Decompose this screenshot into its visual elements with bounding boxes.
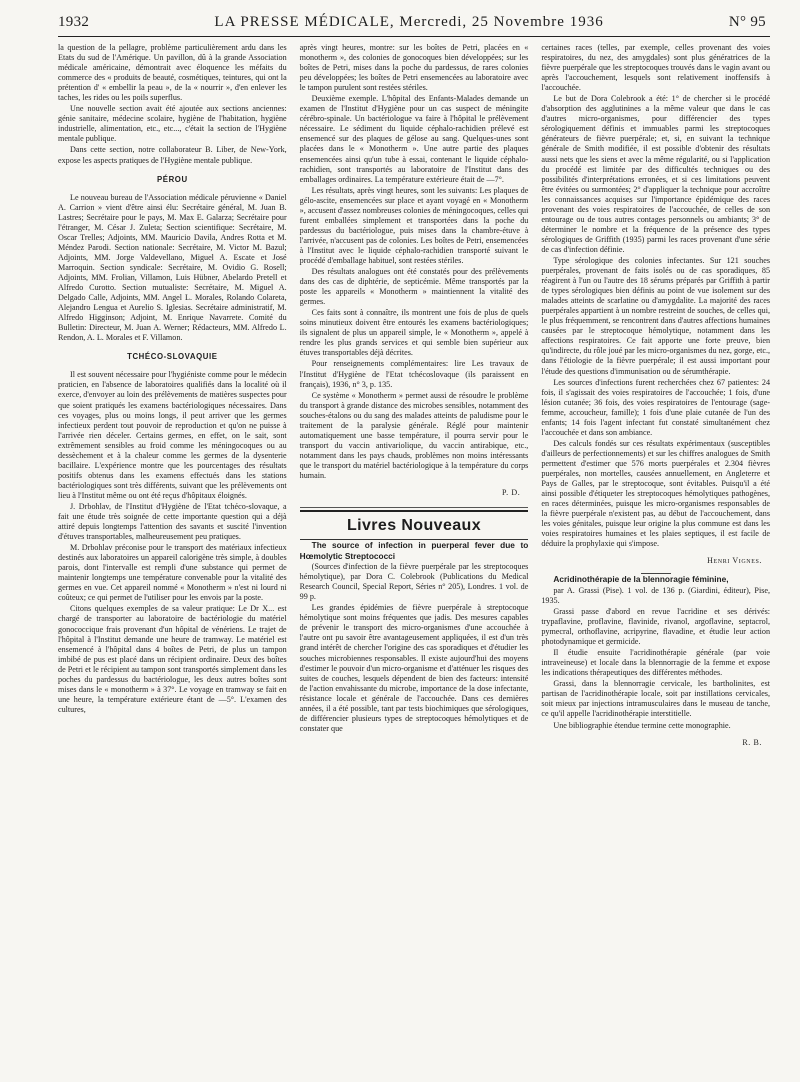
paragraph: Dans cette section, notre collaborateur B. Liber, de New-York, expose les aspects pratiques de l'Hygiène mentale publique. bbox=[58, 145, 287, 165]
section-heading-livres: Livres Nouveaux bbox=[300, 510, 529, 540]
issue-number: N° 95 bbox=[728, 14, 766, 30]
paragraph: Grassi, dans la blennorragie cervicale, les bartholinites, est partisan de l'acridinothérapie locale, soit par instillations cervicales, soit mieux par injections intramusculaires dans le museau de tanche, ce qu'il appelle l'acridinothérapie interstitielle. bbox=[541, 679, 771, 719]
column-1 bbox=[58, 43, 287, 748]
paragraph: Type sérologique des colonies infectantes. Sur 121 souches puerpérales, provenant de faits isolés ou de cas sporadiques, 85 réagirent à l'un ou l'autre des 18 sérums préparés par Griffith à partir de types sérologiques bien définis au point de vue isolement sur des malades atteints de scarlatine ou d'amygdalite. La majorité des races puerpérales appartient à un nombre restreint de souches, de celles qui, le plus fréquemment, se rencontrent dans d'autres affections humaines causées par le streptocoque hémolytique, notamment dans les affections respiratoires. Ce fait apporte une forte preuve, bien qu'indirecte, du rôle joué par les micro-organismes du nez, gorge, etc., dans l'étiologie de la fièvre puerpérale; il est aussi important pour l'étude des questions d'immunisation ou de sérumthérapie. bbox=[541, 255, 771, 376]
paragraph: Une nouvelle section avait été ajoutée aux sections anciennes: génie sanitaire, médecine scolaire, hygiène de l'habitation, hygiène industrielle, alimentation, etc., etc..., c'était la section de l'Hygiène mentale publique. bbox=[58, 104, 287, 144]
paragraph: Le nouveau bureau de l'Association médicale péruvienne « Daniel A. Carrion » vient d'être ainsi élu: Secrétaire général, M. Juan B. Lastres; Secrétaire pour le pays, M. Max E. Galarza; Secrétaire pour l'étranger, M. César J. Zuleta; Section scientifique: Secrétaire, M. Oscar Trelles; Adjoints, MM. Mauricio Davila, Andres Rotta et M. Méndez Parodi. Section nationale: Secrétaire, M. Victor M. Bazul; Adjoints, MM. Jorge Valdevellano, Miguel A. Escate et José Marroquin. Section syndicale: Secrétaire, M. Ovidio G. Rosell; Adjoints, MM. Frolian, Villamon, Luis Hübner, Abelardo Pretell et Alfredo Curotto. Section mutualiste: Secrétaire, M. Miguel A. Delgado Calle, Adjoints, MM. Angel L. Morales, Rolando Colareta, Alejandro Lengua et Aurelio S. Iglesias. Secrétaire administratif, M. Alfredo Higginson; Adjoint, M. Enrique Navarrete. Comité du Bulletin: Directeur, M. Juan A. Werner; Rédacteurs, MM. Alfredo L. Rendon, A. L. Morales et F. Villamon. bbox=[58, 192, 287, 343]
review-reference: par A. Grassi (Pise). 1 vol. de 136 p. (Giardini, éditeur), Pise, 1935. bbox=[541, 585, 771, 605]
section-title-perou: PÉROU bbox=[156, 174, 188, 184]
page-header bbox=[58, 12, 770, 31]
header-rule bbox=[58, 36, 770, 37]
paragraph: M. Drbohlav préconise pour le transport des matériaux infectieux destinés aux laboratoires un appareil calorigène très simple, à doubles parois, dont l'intervalle est rempli d'une substance qui permet de maintenir longtemps une température convenable pour la vitalité des germes en vue. Cet appareil nommé « Monotherm » n'est ni lourd ni coûteux; ce qui permet de l'utiliser pour les envois par la poste. bbox=[58, 543, 287, 603]
paragraph: Le but de Dora Colebrook a été: 1° de chercher si le procédé d'absorption des agglutinines a la même valeur que dans le cas d'autres micro-organismes, pour différencier des types sérologiquement définis et immuables parmi les streptocoques générateurs de fièvre puerpérale; et, si, en suivant la technique générale de Smith modifiée, il est possible d'obtenir des résultats aussi nets que les siens et avec la même régularité, ou si l'application du procédé est limitée par des difficultés techniques ou des possibilités d'interprétations erronées, et si ces limitations peuvent être évitées ou surmontées; 2° d'appliquer la technique pour accroître les connaissances acquises sur l'importance épidémique des races provenant des voies respiratoires de l'accouchée, de celles de son entourage ou de tous autres contages personnels ou ambiants; 3° de déterminer le nombre et la fréquence de la présence des types sérologiques de Griffith (1935) parmi les races provenant d'une série de cas d'infection définie. bbox=[541, 94, 771, 254]
paragraph: Des résultats analogues ont été constatés pour des prélèvements dans des cas de diphtérie, de septicémie. Même transportés par la poste les appareils « Monotherm » maintiennent la vitalité des germes. bbox=[299, 267, 529, 307]
paragraph: Ces faits sont à connaître, ils montrent une fois de plus de quels soins minutieux doivent être entourés les examens bactériologiques; ils signalent de plus un appareil simple, le « Monotherm », appelé à rendre les plus grands services et qui semble bien supérieur aux étuves transportables déjà décrites. bbox=[299, 308, 529, 358]
paragraph: Grassi passe d'abord en revue l'acridine et ses dérivés: trypaflavine, proflavine, flavinide, rivanol, argoflavine, septacrol, pymecral, orthoflavine, acripyrine, flavadine, et étudie leur action photodynamique et germicide. bbox=[541, 606, 771, 647]
paragraph: Il étudie ensuite l'acridinothérapie générale (par voie intraveineuse) et locale dans la blennorragie de la femme et expose les indications thérapeutiques des différentes méthodes. bbox=[541, 648, 771, 678]
column-2 bbox=[300, 43, 529, 748]
paragraph: après vingt heures, montre: sur les boîtes de Petri, placées en « monotherm », des colonies de gonocoques bien développées; sur les boîtes de Petri, mises dans la poche du pardessus, de rares colonies peu développées; les boîtes de Petri ensemencées au laboratoire avec le tampon purulent sont restées stériles. bbox=[299, 43, 529, 93]
signature: R. B. bbox=[742, 737, 763, 747]
review-title: The source of infection in puerperal fever due to Hœmolytic Streptococci bbox=[299, 540, 529, 561]
paragraph: Une bibliographie étendue termine cette monographie. bbox=[553, 720, 731, 730]
paragraph: Les sources d'infections furent recherchées chez 67 patientes: 24 fois, il s'agissait des voies respiratoires de l'accouchée; 1 fois, d'une lésion cutanée; 36 fois, des voies respiratoires de l'entourage (sage-femme, accoucheur, famille); 1 fois d'une plaie cutanée de l'un des enfants; 14 fois l'agent infectant fut constaté simultanément chez l'accouchée et dans son ambiance. bbox=[541, 377, 771, 437]
paragraph: Des calculs fondés sur ces résultats expérimentaux (susceptibles d'ailleurs de perfectionnements) et sur les chiffres analogues de Smith permettent d'estimer que 576 morts puerpérales et 2.304 fièvres puerpérales, non mortelles, causées annuellement, en Angleterre et Pays de Galles, par le streptocoque, sont évitables. Puisqu'il a été ainsi possible d'étiqueter les streptocoques hémolytiques pathogènes, en races déterminées, puisque les micro-organismes responsables de la fièvre puerpérale n'existent pas, au début de l'accouchement, dans les voies génitales, puisque leur origine la plus commune est dans les voies respiratoires humaines et les plaies septiques, il est facile de déduire la prophylaxie qui s'impose. bbox=[541, 438, 771, 549]
paragraph: Ce système « Monotherm » permet aussi de résoudre le problème du transport à grande distance des microbes sensibles, notamment des souches-étalons ou du sang des malades atteints de paludisme pour le traitement de la paralysie générale. Réglé pour maintenir automatiquement une basse température, il pourra servir pour le transport du vaccin antivariolique, du vaccin antirabique, etc., notamment dans les pays chauds, problèmes non moins intéressants que le transport du matériel bactériologique à la température du corps humain. bbox=[299, 390, 529, 480]
paragraph: Les grandes épidémies de fièvre puerpérale à streptocoque hémolytique sont moins fréquentes que jadis. Des mesures capables de prévenir le transport des micro-organismes d'une accouchée à l'autre ont pu savoir être avantageusement appliquées, il est d'un très grand intérêt de chercher l'origine des cas sporadiques et d'étudier les souches microbiennes responsables. Il existe aujourd'hui des moyens d'estimer le pouvoir d'un micro-organisme et d'atténuer les risques des suites de couches, lesquels dépendent de bien des facteurs: intensité de l'action envahissante du microbe, importance de la dose infectante, résistance locale et générale de l'accouchée. Dans ces dernières années, il a été possible, tant par tests biochimiques que sérologiques, de différencier plusieurs types de streptocoques hémolytiques et de constater que bbox=[299, 603, 529, 733]
paragraph: Les résultats, après vingt heures, sont les suivants: Les plaques de gélo-ascite, ensemencées sur place et ayant voyagé en « Monotherm », accusent d'assez nombreuses colonies de méningocoques, celles qui furent emballées simplement et transportées dans la poche du pardessus du bactériologue, puis mises dans la chambre-étuve à l'arrivée, n'accusent pas de colonies. Les boîtes de Petri, ensemencées à l'Institut avec le liquide céphalo-rachidien transporté suivant le procédé d'emballage habituel, sont restées stériles. bbox=[299, 185, 529, 265]
paragraph: J. Drbohlav, de l'Institut d'Hygiène de l'Etat tchéco-slovaque, a fait une étude très soignée de cette importante question qui a déjà attiré depuis longtemps l'attention des savants et suscité l'invention d'étuves transportables, malheureusement peu pratiques. bbox=[58, 501, 287, 542]
paragraph: Il est souvent nécessaire pour l'hygiéniste comme pour le médecin praticien, en l'absence de laboratoires qualifiés dans la localité où il exerce, d'envoyer au loin des prélèvements de matières suspectes pour que soient pratiqués les examens bactériologiques nécessaires. Dans ces voyages, plus ou moins longs, il peut arriver que les germes infectieux perdent tout pouvoir de reproduction et qu'on ne puisse à l'arrivée rien déceler. Certains germes, en effet, on le sait, sont extrêmement sensibles au froid comme les méningocoques ou au dessèchement et à la chaleur comme les germes de la dysenterie bacillaire. L'expérience montre que les pourcentages des résultats positifs obtenus dans les examens effectués dans les stations bactériologiques sont très différents, suivant que les prélèvements ont lieu à l'Institut même ou ont été reçus d'hôpitaux éloignés. bbox=[58, 370, 287, 500]
paragraph: certaines races (telles, par exemple, celles provenant des voies respiratoires, du nez, des amygdales) sont plus génératrices de la fièvre puerpérale que les streptocoques trouvés dans le vagin avant ou après l'accouchement, lesquels sont relativement inoffensifs à l'accouchée. bbox=[541, 43, 771, 93]
paragraph: la question de la pellagre, problème particulièrement ardu dans les Etats du sud de l'Amérique. Un pavillon, dû à la grande Association médicale américaine, démontrait avec éloquence les méfaits du commerce des « produits de beauté, cosmétiques, teintures, qui ont la prétention d' « embellir la peau », de la « nourrir », d'en enlever les taches, les rides ou les poils superflus. bbox=[58, 43, 287, 103]
paragraph: Citons quelques exemples de sa valeur pratique: Le Dr X... est chargé de transporter au laboratoire de bactériologie du matériel gonococcique frais provenant d'un hôpital de vénériens. Le trajet de l'hôpital à l'Institut demande une heure de tramway. Le matériel est ensemencé à l'hôpital dans 4 boîtes de Petri, de plus un tampon imbibé de pus est placé dans un récipient ordinaire. Deux des boîtes de Petri et le récipient au tampon sont transportés simplement dans les poches du pardessus du bactériologue, les deux autres boîtes sont mises dans le « monotherm » à 37°. Le voyage en tramway se fait en une heure, la température extérieure étant de —5°. L'examen des cultures, bbox=[58, 604, 287, 714]
signature: P. D. bbox=[502, 488, 521, 498]
section-title-tcheco: TCHÉCO-SLOVAQUIE bbox=[127, 352, 218, 362]
journal-title: LA PRESSE MÉDICALE, Mercredi, 25 Novembre 1936 bbox=[214, 14, 604, 30]
review-title: Acridinothérapie de la blennoragie féminine, bbox=[553, 574, 729, 585]
separator-rule bbox=[300, 507, 529, 508]
column-3 bbox=[541, 43, 770, 748]
paragraph: Deuxième exemple. L'hôpital des Enfants-Malades demande un examen de l'Institut d'Hygiène pour un cas suspect de méningite cérébro-spinale. Un bactériologue va faire à l'hôpital le prélèvement nécessaire. Le sédiment du liquide céphalo-rachidien prélevé est ensemencé sur des plaques de gélose au sang. Quelques-unes sont placées dans le « Monotherm ». Une autre partie des plaques ensemencées ainsi qu'un tube à essai, contenant le liquide céphalo-rachidien, sont transportés au laboratoire de l'Institut dans des emballages ordinaires. La température extérieure était de —7°. bbox=[299, 94, 529, 184]
review-reference: (Sources d'infection de la fièvre puerpérale par les streptocoques hémolytique), par Dora C. Colebrook (Publications du Medical Research Council, Special Report, Séries n° 205), Londres. 1 vol. de 99 p. bbox=[299, 562, 529, 602]
page-number: 1932 bbox=[58, 14, 90, 30]
signature: Henri Vignes. bbox=[707, 556, 763, 566]
paragraph: Pour renseignements complémentaires: lire Les travaux de l'Institut d'Hygiène de l'Etat tchécoslovaque (ils paraissent en français), 1936, n° 3, p. 135. bbox=[299, 359, 529, 389]
